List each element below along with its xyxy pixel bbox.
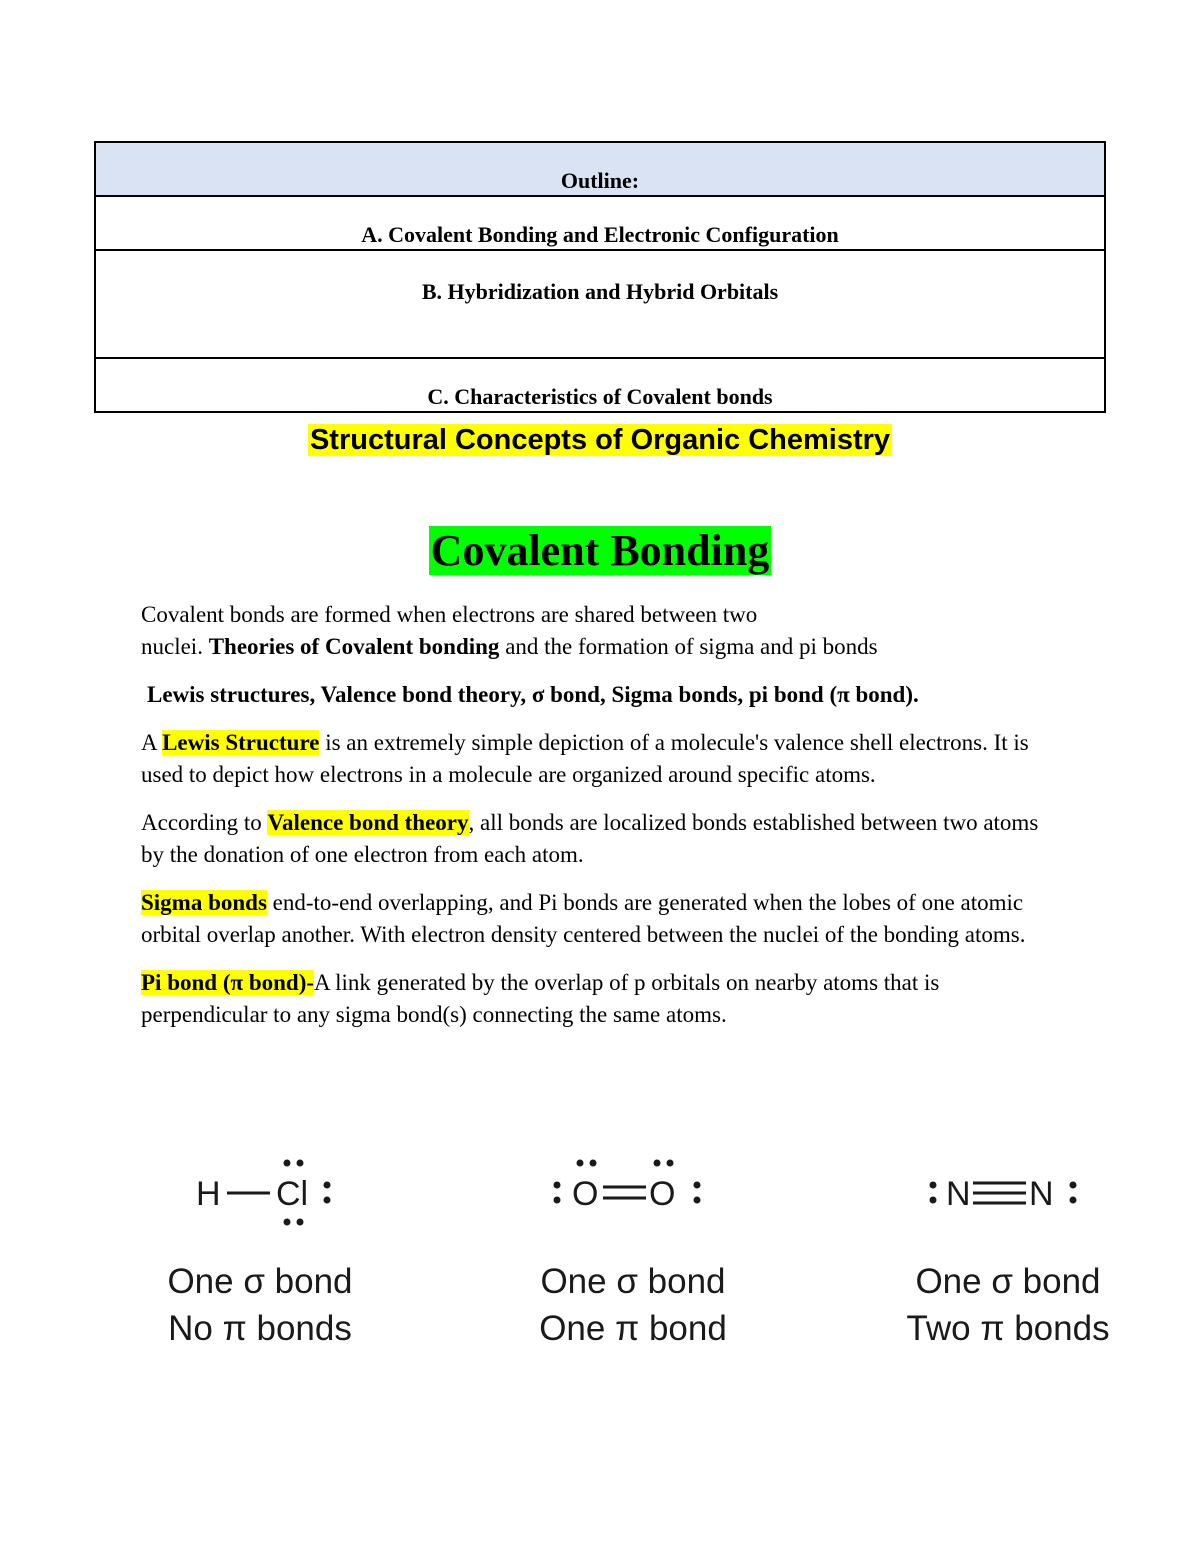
pi-term: Pi bond (π bond)- [141,970,315,995]
subtitle: Structural Concepts of Organic Chemistry [309,424,891,456]
sigma-term: Sigma bonds [141,890,267,915]
atom-o-left: O [572,1175,599,1213]
atom-cl: Cl [276,1175,309,1213]
page-title: Covalent Bonding [430,526,770,575]
hcl-caption: One σ bond No π bonds [167,1262,353,1348]
outline-header: Outline: [95,142,1105,196]
atom-h: H [196,1175,221,1213]
topics-paragraph: Lewis structures, Valence bond theory, σ bond, Sigma bonds, pi bond (π bond). [147,682,919,707]
n2-caption: One σ bond Two π bonds [906,1262,1110,1348]
valence-term: Valence bond theory [267,810,469,835]
outline-item-b: B. Hybridization and Hybrid Orbitals [95,250,1105,358]
outline-item-c: C. Characteristics of Covalent bonds [95,358,1105,412]
lewis-term: Lewis Structure [162,730,320,755]
outline-table [94,141,1106,413]
intro-paragraph: Covalent bonds are formed when electrons are shared between two nuclei. Theories of Covalent bonding and the formation of sigma and pi bonds [141,602,878,659]
n2-lewis-structure [858,1146,1158,1236]
hcl-molecule [110,1146,410,1356]
valence-paragraph: According to Valence bond theory, all bonds are localized bonds established between two atoms by the donation of one electron from each atom. [141,810,1039,867]
lewis-paragraph: A Lewis Structure is an extremely simple depiction of a molecule's valence shell electrons. It is used to depict how electrons in a molecule are organized around specific atoms. [141,730,1029,787]
body-text [141,599,1061,1047]
n2-molecule [858,1146,1158,1356]
lewis-structures-figure [0,1146,1200,1356]
o2-caption: One σ bond One π bond [539,1262,727,1348]
atom-o-right: O [649,1175,676,1213]
outline-item-a: A. Covalent Bonding and Electronic Configuration [95,196,1105,250]
sigma-paragraph: Sigma bonds end-to-end overlapping, and Pi bonds are generated when the lobes of one atomic orbital overlap another. With electron density centered between the nuclei of the bonding atoms. [141,890,1026,947]
o2-molecule [483,1146,783,1356]
atom-n-left: N [946,1175,971,1213]
hcl-lewis-structure [110,1146,410,1236]
pi-paragraph: Pi bond (π bond)-A link generated by the overlap of p orbitals on nearby atoms that is perpendicular to any sigma bond(s) connecting the same atoms. [141,970,940,1027]
o2-lewis-structure [483,1146,783,1236]
atom-n-right: N [1029,1175,1054,1213]
